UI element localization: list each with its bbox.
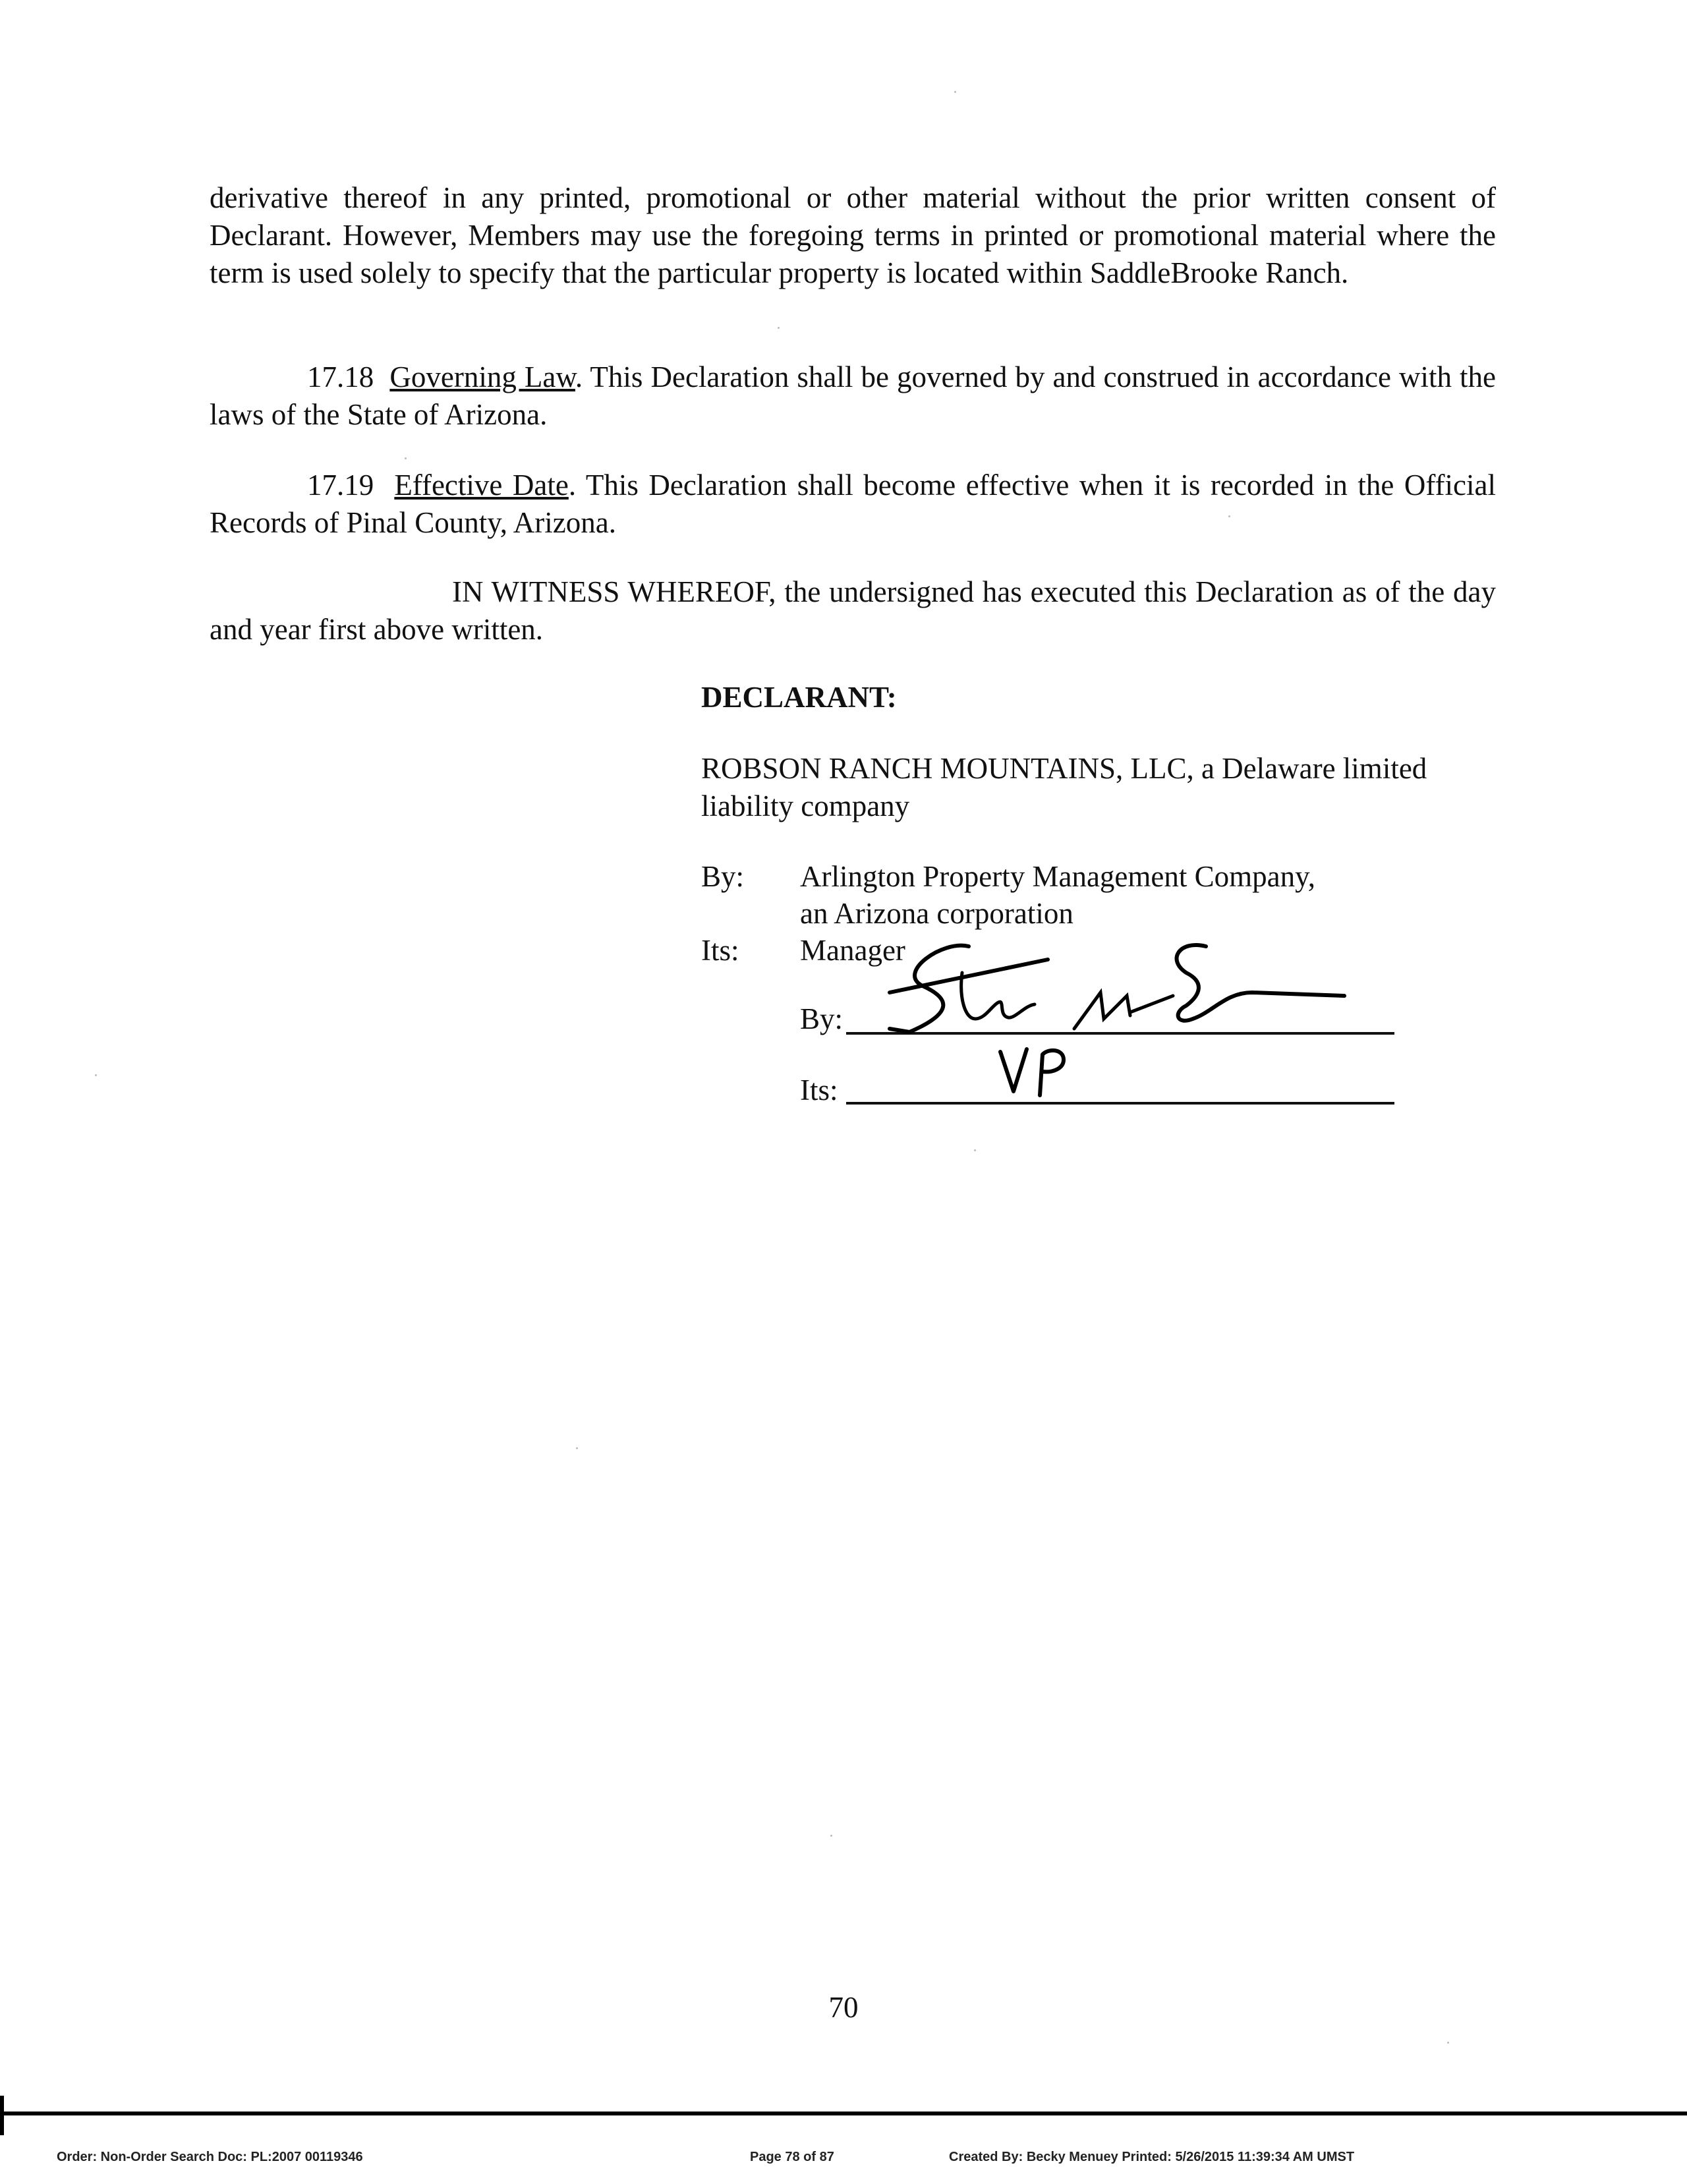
handwritten-vp [995,1043,1074,1102]
scan-speck [778,327,780,329]
scan-speck [830,1835,832,1837]
its-value: Manager [800,934,905,967]
page-number: 70 [828,1991,859,2024]
section-17-18 [210,359,1496,434]
by-value-line2: an Arizona corporation [800,897,1073,930]
scan-speck [576,1447,578,1449]
declarant-label: DECLARANT: [701,681,897,714]
section-text: . This Declaration shall be governed by and construed in accordance with the laws of the State of Arizona. [210,360,1497,431]
section-heading: Effective Date [394,469,569,502]
inner-by-label: By: [800,1002,844,1035]
footer-page-count: Page 78 of 87 [750,2150,834,2164]
scan-speck [95,1074,97,1076]
witness-clause [210,573,1496,648]
scan-speck [405,457,407,459]
handwritten-signature [883,920,1358,1045]
scan-speck [954,91,956,93]
section-number: 17.18 [307,360,374,393]
footer-order-info: Order: Non-Order Search Doc: PL:2007 00119346 [57,2150,363,2164]
section-17-19 [210,467,1496,542]
paragraph-continuation: derivative thereof in any printed, promotional or other material without the prior written consent of Declarant. However, Members may use the foregoing terms in printed or promotional material where the term is used solely to specify that the particular property is located within SaddleBrooke Ranch. [210,181,1496,289]
witness-text: IN WITNESS WHEREOF, the undersigned has executed this Declaration as of the day and year first above written. [210,575,1496,646]
scan-speck [1228,515,1230,517]
its-label: Its: [701,934,739,967]
company-name: ROBSON RANCH MOUNTAINS, LLC, a Delaware limited liability company [701,752,1427,822]
scan-edge-mark [0,2096,4,2135]
inner-its-label: Its: [800,1074,838,1106]
title-line [846,1102,1394,1105]
footer-rule [0,2112,1687,2115]
scan-speck [1447,2042,1449,2044]
section-number: 17.19 [307,469,374,502]
scan-speck [974,1149,976,1151]
section-heading: Governing Law [389,360,575,393]
by-value-line1: Arlington Property Management Company, [800,860,1315,893]
footer-created-info: Created By: Becky Menuey Printed: 5/26/2015 11:39:34 AM UMST [949,2150,1355,2164]
section-text: . This Declaration shall become effective when it is recorded in the Official Records of Pinal County, Arizona. [210,469,1496,539]
by-label: By: [701,860,745,893]
